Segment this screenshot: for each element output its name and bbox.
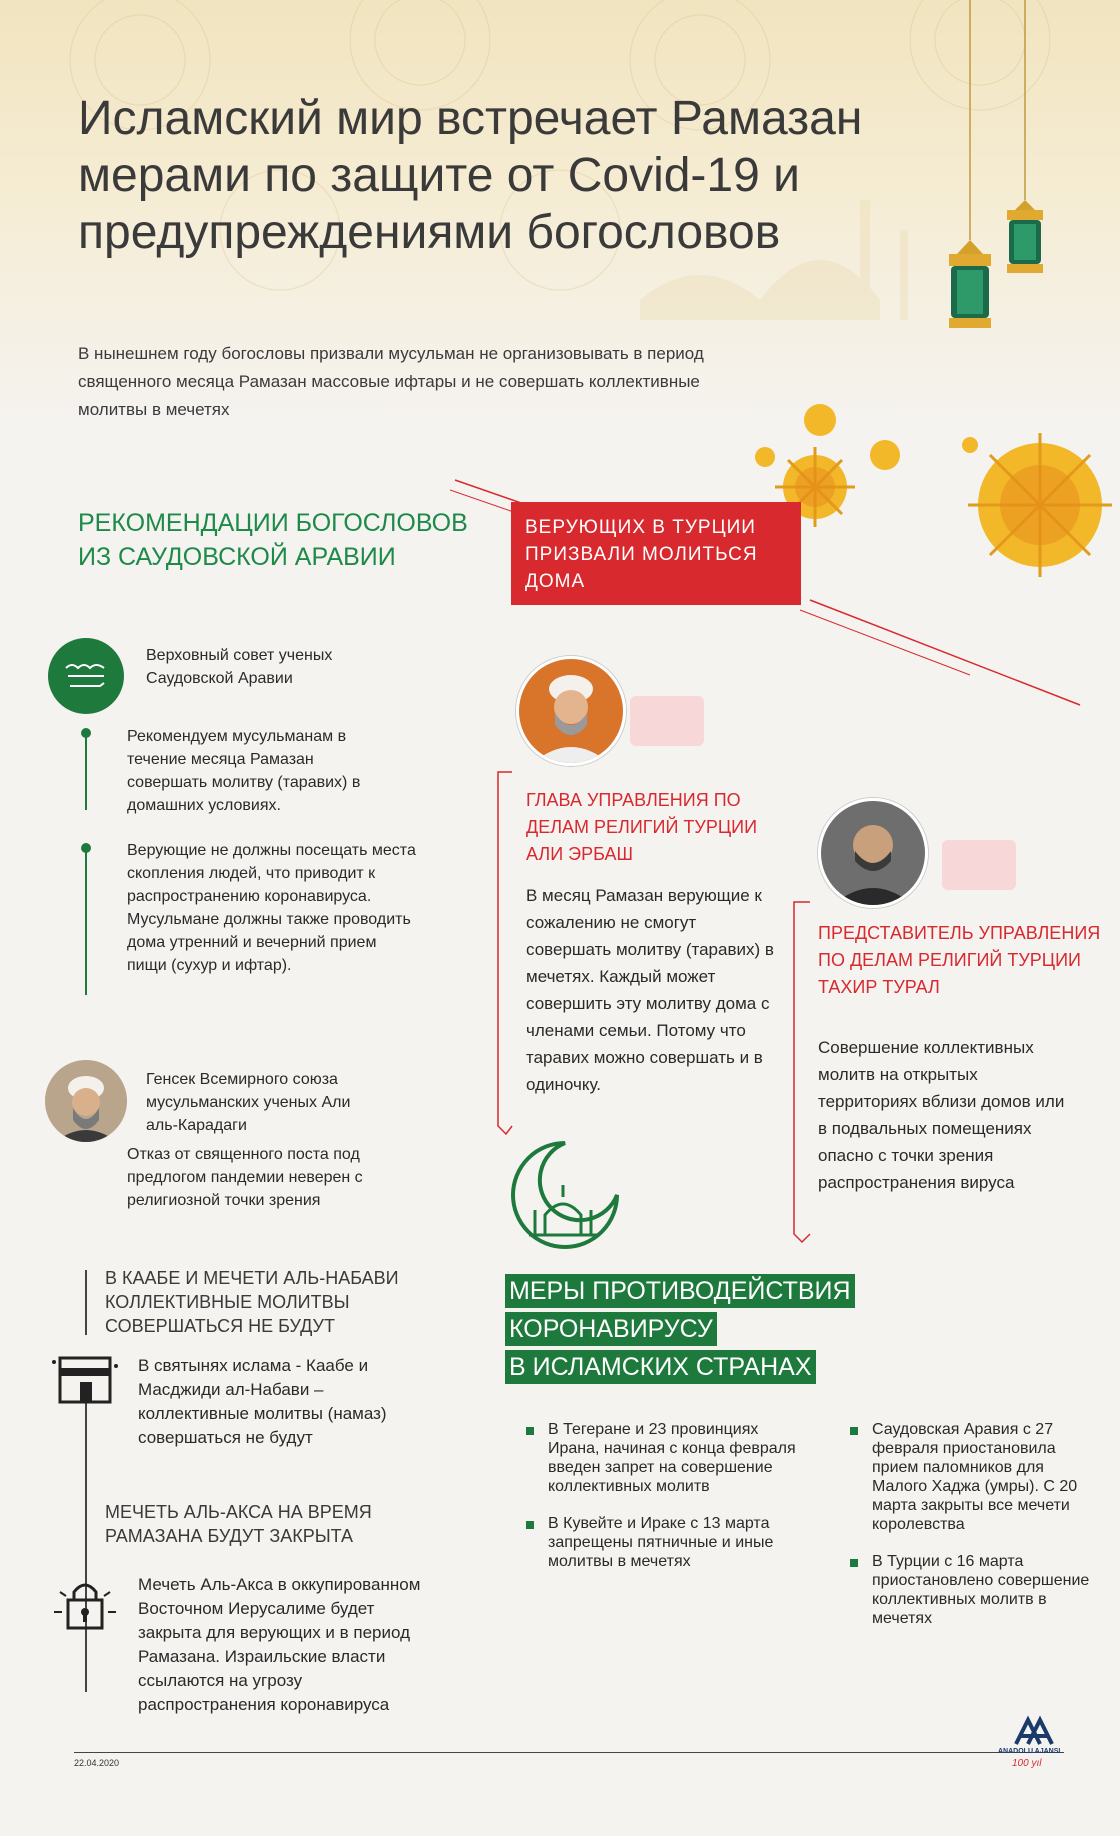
saudi-flag-icon	[48, 638, 124, 714]
scholar-avatar	[45, 1060, 127, 1142]
timeline-line	[85, 730, 87, 810]
crescent-mosque-icon	[505, 1135, 625, 1255]
tural-heading: ПРЕДСТАВИТЕЛЬ УПРАВЛЕНИЯ ПО ДЕЛАМ РЕЛИГИЙ ТУРЦИИ ТАХИР ТУРАЛ	[818, 923, 1101, 997]
timeline-line	[85, 1270, 87, 1335]
timeline-dot	[81, 843, 91, 853]
lantern-icon	[925, 0, 1055, 350]
footer-date: 22.04.2020	[74, 1758, 120, 1768]
saudi-heading-line2: ИЗ САУДОВСКОЙ АРАВИИ	[78, 543, 396, 571]
timeline-line	[85, 1392, 87, 1692]
tural-quote: Совершение коллективных молитв на открытых территориях вблизи домов или в подвальных помещениях опасно с точки зрения распространения вируса	[818, 1038, 1065, 1192]
measures-heading-line3: В ИСЛАМСКИХ СТРАНАХ	[505, 1350, 816, 1384]
saudi-recommendation-1: Рекомендуем мусульманам в течение месяца Рамазан совершать молитву (таравих) в домашних условиях.	[127, 728, 361, 814]
turkey-banner: ВЕРУЮЩИХ В ТУРЦИИ ПРИЗВАЛИ МОЛИТЬСЯ ДОМА	[511, 502, 801, 605]
footer-brand: ANADOLU AJANSI	[998, 1748, 1061, 1755]
erbas-avatar	[516, 656, 626, 766]
saudi-heading	[78, 506, 478, 574]
scholar-name: Генсек Всемирного союза мусульманских ученых Али аль-Карадаги	[146, 1071, 351, 1134]
erbas-heading: ГЛАВА УПРАВЛЕНИЯ ПО ДЕЛАМ РЕЛИГИЙ ТУРЦИИ АЛИ ЭРБАШ	[526, 790, 758, 864]
speech-bubble-icon	[942, 840, 1016, 890]
timeline-dot	[81, 728, 91, 738]
timeline-line	[85, 845, 87, 995]
kaaba-heading: В КААБЕ И МЕЧЕТИ АЛЬ-НАБАВИ КОЛЛЕКТИВНЫЕ МОЛИТВЫ СОВЕРШАТЬСЯ НЕ БУДУТ	[105, 1268, 399, 1336]
aqsa-heading: МЕЧЕТЬ АЛЬ-АКСА НА ВРЕМЯ РАМАЗАНА БУДУТ ЗАКРЫТА	[105, 1502, 372, 1546]
red-bracket	[786, 900, 812, 1250]
saudi-heading-line1: РЕКОМЕНДАЦИИ БОГОСЛОВОВ	[78, 509, 468, 537]
saudi-recommendation-2: Верующие не должны посещать места скопления людей, что приводит к распространению коронавируса. Мусульмане должны также проводить дома утренний и вечерний прием пищи (сухур и ифтар).	[127, 842, 416, 974]
list-item: В Турции с 16 марта приостановлено совершение коллективных молитв в мечетях	[850, 1552, 1090, 1628]
list-item: Саудовская Аравия с 27 февраля приостановила прием паломников для Малого Хаджа (умры). С 20 марта закрыты все мечети королевства	[850, 1420, 1090, 1534]
aqsa-text: Мечеть Аль-Акса в оккупированном Восточном Иерусалиме будет закрыта для верующих и в период Рамазана. Израильские власти ссылаются на угрозу распространения коронавируса	[138, 1575, 421, 1714]
page-title: Исламский мир встречает Рамазан мерами по защите от Covid-19 и предупреждениями богословов	[78, 92, 863, 259]
saudi-council-name: Верховный совет ученых Саудовской Аравии	[146, 647, 333, 687]
list-item: В Кувейте и Ираке с 13 марта запрещены пятничные и иные молитвы в мечетях	[526, 1514, 806, 1571]
measures-heading	[505, 1274, 865, 1388]
measures-list-left	[526, 1420, 806, 1571]
scholar-quote: Отказ от священного поста под предлогом пандемии неверен с религиозной точки зрения	[127, 1146, 363, 1209]
footer-divider	[74, 1752, 1064, 1753]
lock-icon	[52, 1572, 118, 1638]
measures-list-right	[850, 1420, 1090, 1628]
kaaba-icon	[50, 1350, 120, 1410]
measures-heading-line2: КОРОНАВИРУСУ	[505, 1312, 717, 1346]
anadolu-logo-icon	[1010, 1714, 1056, 1748]
list-item: В Тегеране и 23 провинциях Ирана, начиная с конца февраля введен запрет на совершение коллективных молитв	[526, 1420, 806, 1496]
kaaba-text: В святынях ислама - Каабе и Масджиди ал-Набави – коллективные молитвы (намаз) совершаться не будут	[138, 1356, 387, 1447]
tural-avatar	[818, 798, 928, 908]
measures-heading-line1: МЕРЫ ПРОТИВОДЕЙСТВИЯ	[505, 1274, 855, 1308]
red-bracket	[492, 770, 514, 1140]
erbas-quote: В месяц Рамазан верующие к сожалению не смогут совершать молитву (таравих) в мечетях. Каждый может совершить эту молитву дома с членами семьи. Потому что таравих можно совершать и в одиночку.	[526, 886, 774, 1094]
intro-text: В нынешнем году богословы призвали мусульман не организовывать в период священного месяца Рамазан массовые ифтары и не совершать коллективные молитвы в мечетях	[78, 344, 704, 419]
speech-bubble-icon	[630, 696, 704, 746]
footer-anniversary: 100 yıl	[1012, 1758, 1042, 1769]
